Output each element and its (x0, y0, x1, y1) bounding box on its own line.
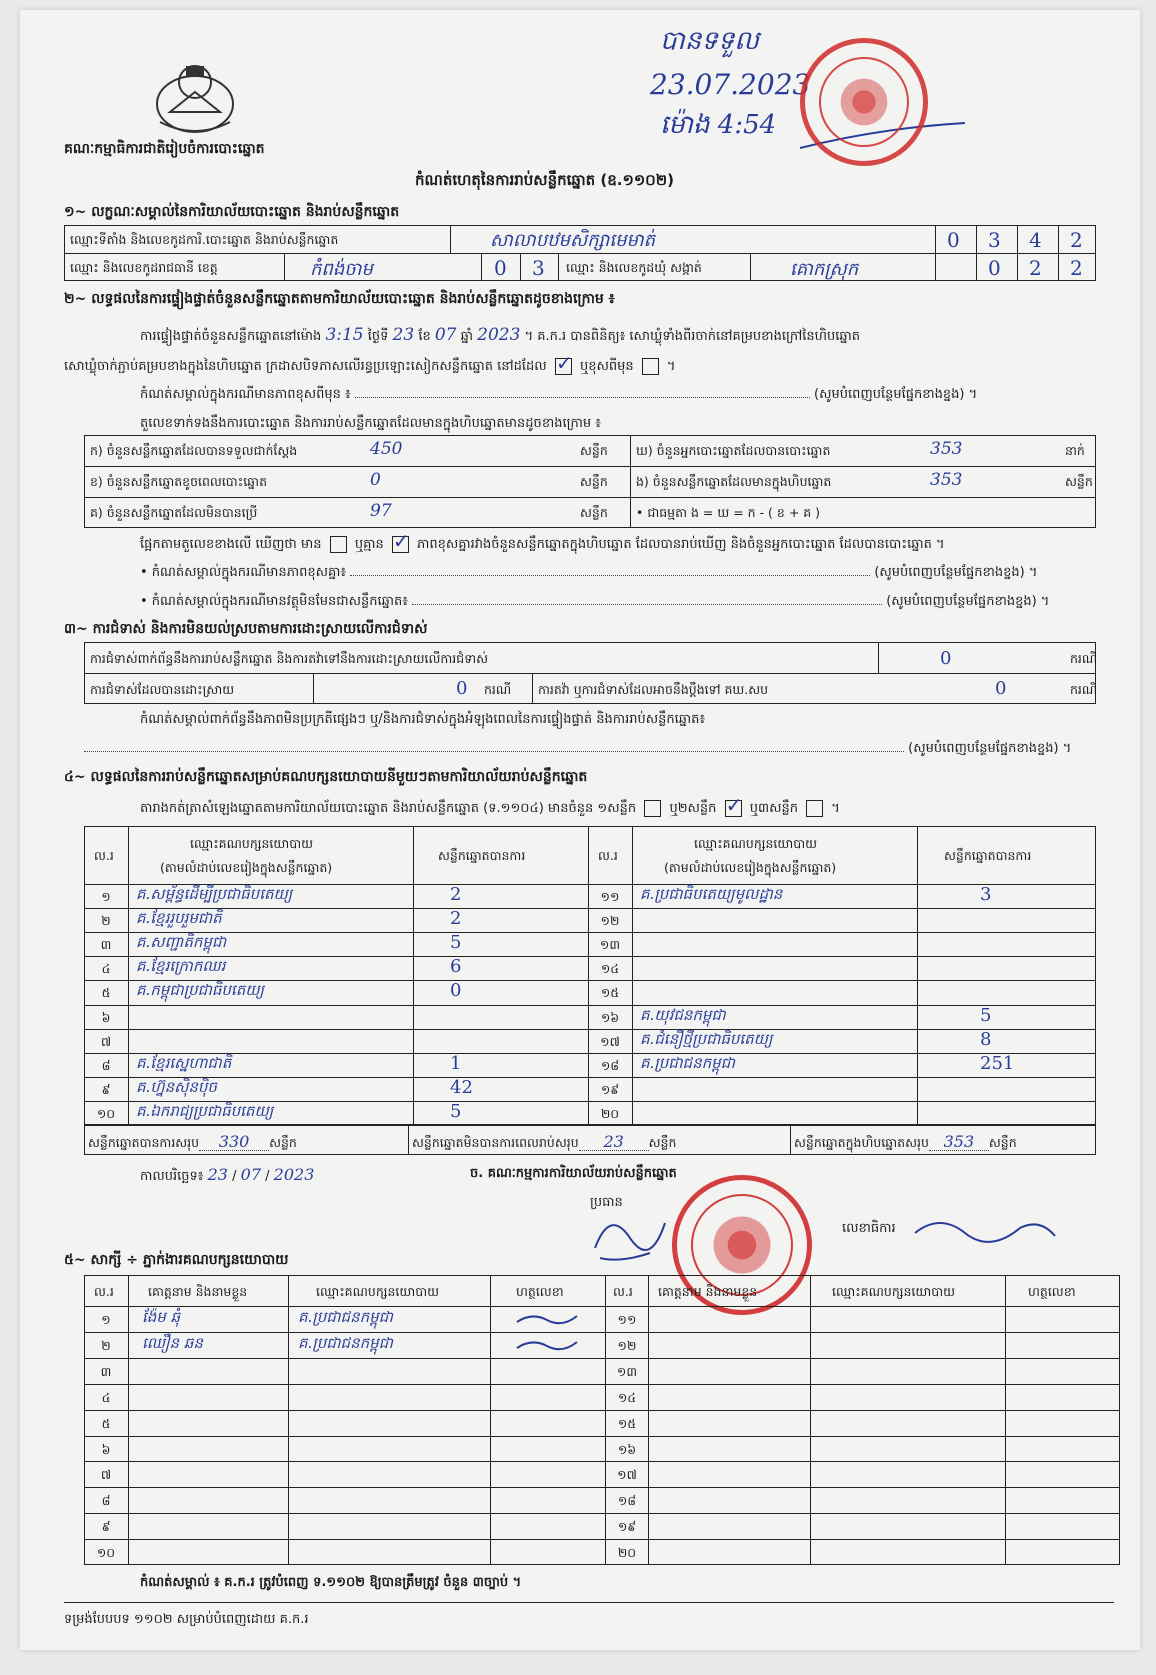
witness-no: ៦ (101, 1441, 111, 1457)
province-value: កំពង់ចាម (310, 259, 373, 280)
date-line: កាលបរិច្ឆេទ៖ 23 / 07 / 2023 (140, 1165, 315, 1184)
figure-label-2: ង) ចំនួនសន្លឹកឆ្នោតដែលមានក្នុងហិបឆ្នោត (636, 474, 832, 489)
result-votes: 5 (450, 1100, 462, 1122)
date-day: 23 (207, 1165, 228, 1184)
figure-unit-2: សន្លឹក (1065, 474, 1093, 489)
result-no: ៤ (101, 961, 111, 977)
form-footer: ទម្រង់បែបបទ ១១០២ សម្រាប់បំពេញដោយ គ.ក.រ (64, 1612, 309, 1627)
figure-label: ខ) ចំនួនសន្លឹកឆ្នោតខូចពេលបោះឆ្នោត (90, 474, 268, 489)
commune-code-2: 2 (1029, 256, 1042, 280)
objection-row1-unit: ករណី (1070, 651, 1098, 666)
no-difference-checkbox[interactable] (392, 536, 409, 553)
different-checkbox[interactable] (642, 358, 659, 375)
result-no-2: ១៦ (600, 1009, 620, 1025)
figure-unit: សន្លឹក (580, 474, 608, 489)
total-invalid: សន្លឹកឆ្នោតមិនបានការពេលរាប់សរុប 23 សន្លឹក (412, 1132, 677, 1151)
witness-no-2: ១៣ (616, 1363, 638, 1379)
results-col-votes: សន្លឹកឆ្នោតបានការ (438, 848, 526, 863)
total-valid-value: 330 (218, 1132, 250, 1151)
date-month: 07 (240, 1165, 261, 1184)
witness-no-2: ១៥ (617, 1415, 637, 1431)
witness-no: ៩ (101, 1519, 111, 1535)
witness-no: ១ (101, 1312, 111, 1327)
figure-label: គ) ចំនួនសន្លឹកឆ្នោតដែលមិនបានប្រើ (90, 505, 258, 520)
location-code-3: 4 (1029, 228, 1042, 252)
result-party-2: គ.ប្រជាធិបតេយ្យមូលដ្ឋាន (640, 885, 783, 903)
result-no-2: ១៧ (600, 1033, 620, 1049)
results-col-party: ឈ្មោះគណបក្សនយោបាយ (190, 836, 314, 851)
org-name: គណៈកម្មាធិការជាតិរៀបចំការបោះឆ្នោត (64, 141, 265, 157)
result-party-2: គ.ប្រជាជនកម្ពុជា (640, 1053, 735, 1072)
witness-no: ១០ (96, 1545, 116, 1561)
commune-label: ឈ្មោះ និងលេខកូដឃុំ សង្កាត់ (566, 260, 702, 275)
objection-row1-value: 0 (940, 648, 952, 669)
figures-intro: តួលេខទាក់ទងនឹងការបោះឆ្នោត និងការរាប់សន្លឹកឆ្នោតដែលមានក្នុងហិបឆ្នោតមានដូចខាងក្រោម ៖ (140, 416, 601, 431)
witness-no: ២ (101, 1337, 111, 1353)
witness-col-party-2: ឈ្មោះគណបក្សនយោបាយ (832, 1284, 956, 1299)
result-no: ៨ (101, 1057, 111, 1073)
has-difference-checkbox[interactable] (330, 536, 347, 553)
witness-no-2: ១១ (617, 1312, 637, 1327)
figure-value: 0 (370, 470, 381, 490)
total-box-value: 353 (943, 1132, 975, 1151)
irregularity-note: កំណត់សម្គាល់ពាក់ព័ន្ធនឹងភាពមិនប្រក្រតីផ្សេងៗ ឬ/និងការជំទាស់ក្នុងអំឡុងពេលនៃការផ្ទៀងផ្ទាត់ និងការរាប់សន្លឹកឆ្នោត៖ (140, 712, 706, 727)
result-votes-2: 3 (980, 884, 992, 905)
result-no: ៧ (100, 1033, 112, 1049)
national-emblem-icon (150, 52, 240, 140)
witness-party: គ.ប្រជាជនកម្ពុជា (298, 1308, 393, 1326)
witness-col-name: គោត្តនាម និងនាមខ្លួន (148, 1284, 248, 1299)
result-votes-2: 8 (980, 1028, 992, 1050)
verify-year: 2023 (477, 325, 521, 345)
witness-col-no: ល.រ (94, 1284, 114, 1299)
sheet-count-line: តារាងកត់ត្រាសំឡេងឆ្នោតតាមការិយាល័យបោះឆ្នោត និងរាប់សន្លឹកឆ្នោត (ទ.១១០៤) មានចំនួន ១សន្លឹក ឬ២សន្លឹក ✓ ឬ៣សន្លឹក ។ (140, 800, 840, 817)
witness-name: ង៉ែម ឆុំ (142, 1308, 181, 1326)
witness-no-2: ១៦ (617, 1441, 637, 1457)
section5-heading: ៥~ សាក្សី ÷ ភ្នាក់ងារគណបក្សនយោបាយ (64, 1252, 289, 1268)
result-votes: 42 (450, 1076, 473, 1098)
two-sheets-checkbox[interactable] (725, 800, 742, 817)
section3-heading: ៣~ ការជំទាស់ និងការមិនយល់ស្របតាមការដោះស្រាយលើការជំទាស់ (64, 621, 428, 637)
result-votes-2: 251 (980, 1052, 1015, 1074)
received-time: ម៉ោង 4:54 (660, 110, 777, 140)
final-note: កំណត់សម្គាល់ ៖ គ.ក.រ ត្រូវបំពេញ ទ.១១០២ ឱ្យបានត្រឹមត្រូវ ចំនួន ៣ច្បាប់ ។ (140, 1575, 522, 1590)
note-line-1: កំណត់សម្គាល់ក្នុងករណីមានភាពខុសពីមុន ៖ (សូមបំពេញបន្ថែមផ្នែកខាងខ្នង) ។ (140, 387, 978, 402)
verify-line-2: សោឃ្លុំចាក់ភ្ជាប់គម្របខាងក្នុងនៃហិបឆ្នោត ក្រដាសបិទភាសលើរន្ធប្រឡោះសៀកសន្លឹកឆ្នោត នៅដដែល ✓ ឬខុសពីមុន ។ (64, 358, 675, 375)
location-code-2: 3 (988, 228, 1001, 252)
result-no-2: ១២ (600, 913, 620, 929)
section4-heading: ៤~ លទ្ធផលនៃការរាប់សន្លឹកឆ្នោតសម្រាប់គណបក្សនយោបាយនីមួយៗតាមការិយាល័យរាប់សន្លឹកឆ្នោត (64, 769, 588, 785)
chair-label: ប្រធាន (590, 1195, 623, 1210)
witness-col-sig: ហត្ថលេខា (516, 1284, 564, 1299)
chair-signature (590, 1208, 670, 1268)
appeal-unit: ករណី (1070, 682, 1098, 697)
section1-heading: ១~ លក្ខណៈសម្គាល់នៃការិយាល័យបោះឆ្នោត និងរាប់សន្លឹកឆ្នោត (64, 204, 400, 220)
province-code-1: 0 (494, 256, 507, 280)
figure-label: ក) ចំនួនសន្លឹកឆ្នោតដែលបានទទួលជាក់ស្តែង (90, 443, 298, 458)
verify-month: 07 (434, 325, 457, 345)
results-col-party-sub-2: (តាមលំដាប់លេខរៀងក្នុងសន្លឹកឆ្នោត) (664, 860, 837, 875)
diff-note: • កំណត់សម្គាល់ក្នុងករណីមានភាពខុសគ្នា៖ (សូមបំពេញបន្ថែមផ្នែកខាងខ្នង) ។ (140, 565, 1038, 580)
secretary-label: លេខាធិការ (842, 1221, 896, 1236)
witness-no: ៣ (100, 1363, 112, 1379)
result-no-2: ១៤ (600, 961, 620, 977)
result-no: ១០ (96, 1105, 116, 1121)
appeal-label: ការតវ៉ា ឬការជំទាស់ដែលអាចនឹងប្តឹងទៅ គឃ.សប (538, 682, 769, 697)
location-label: ឈ្មោះទីតាំង និងលេខកូដការិ.បោះឆ្នោត និងរាប់សន្លឹកឆ្នោត (70, 232, 339, 247)
result-no-2: ១១ (600, 889, 620, 904)
result-party-2: គ.ជំនឿថ្មីប្រជាធិបតេយ្យ (640, 1029, 773, 1048)
result-party-2: គ.យុវជនកម្ពុជា (640, 1005, 726, 1024)
result-no-2: ១៥ (600, 985, 620, 1001)
location-code-4: 2 (1070, 228, 1083, 252)
difference-line: ផ្អែកតាមតួលេខខាងលើ ឃើញថា មាន ឬគ្មាន ✓ ភាពខុសគ្នារវាងចំនួនសន្លឹកឆ្នោតក្នុងហិបឆ្នោត ដែលបានរាប់ឃើញ និងចំនួនអ្នកបោះឆ្នោត ដែលបានបោះឆ្នោត ។ (140, 536, 945, 553)
form-page (20, 10, 1140, 1650)
result-votes: 6 (450, 956, 462, 978)
results-col-party-sub: (តាមលំដាប់លេខរៀងក្នុងសន្លឹកឆ្នោត) (160, 860, 333, 875)
result-party: គ.សញ្ជាតិកម្ពុជា (136, 933, 227, 952)
result-no-2: ២០ (600, 1105, 620, 1121)
resolved-label: ការជំទាស់ដែលបានដោះស្រាយ (90, 682, 235, 697)
result-no: ៥ (101, 985, 111, 1001)
province-code-2: 3 (532, 256, 545, 280)
received-note: បានទទួល (660, 26, 760, 56)
figure-value: 450 (370, 439, 403, 459)
witness-no: ៧ (100, 1467, 112, 1483)
figure-label-2: • ជាធម្មតា ង = ឃ = ក - ( ខ + គ ) (636, 505, 821, 520)
result-party: គ.កម្ពុជាប្រជាធិបតេយ្យ (136, 981, 264, 1000)
witness-no: ៥ (101, 1415, 111, 1431)
witness-col-name-2: គោត្តនាម និងនាមខ្លួន (658, 1284, 758, 1299)
section2-heading: ២~ លទ្ធផលនៃការផ្ទៀងផ្ទាត់ចំនួនសន្លឹកឆ្នោតតាមការិយាល័យបោះឆ្នោត និងរាប់សន្លឹកឆ្នោតដូចខាងក្រោម ៖ (64, 291, 615, 307)
appeal-value: 0 (995, 678, 1007, 699)
witness-no: ៤ (101, 1389, 111, 1405)
verify-line-1: ការផ្ទៀងផ្ទាត់ចំនួនសន្លឹកឆ្នោតនៅម៉ោង 3:15 ថ្ងៃទី 23 ខែ 07 ឆ្នាំ 2023 ។ គ.ក.រ បានពិនិត្យ៖ សោឃ្លុំទាំងពីរចាក់នៅគម្របខាងក្រៅនៃហិបឆ្នោត (140, 325, 860, 345)
total-invalid-value: 23 (603, 1132, 624, 1151)
province-label: ឈ្មោះ និងលេខកូដរាជធានី ខេត្ត (70, 260, 218, 275)
object-note: • កំណត់សម្គាល់ក្នុងករណីមានវត្ថុមិនមែនជាសន្លឹកឆ្នោត៖ (សូមបំពេញបន្ថែមផ្នែកខាងខ្នង) ។ (140, 594, 1050, 609)
witness-no-2: ១២ (617, 1337, 637, 1353)
figure-value-2: 353 (930, 470, 963, 490)
witness-name: ឈឿន ឆន (142, 1333, 203, 1352)
verify-time: 3:15 (325, 325, 364, 345)
date-year: 2023 (273, 1165, 315, 1184)
result-votes: 1 (450, 1052, 462, 1074)
results-col-no-2: ល.រ (598, 848, 618, 863)
witness-no-2: ១៧ (617, 1467, 637, 1483)
result-no-2: ១៨ (600, 1057, 620, 1073)
result-no: ៦ (101, 1009, 111, 1025)
result-no: ៣ (100, 937, 112, 953)
results-col-no: ល.រ (94, 848, 114, 863)
result-party: គ.ហ្វ៊ុនស៊ិនប៉ិច (136, 1077, 217, 1096)
commune-value: គោកស្រុក (790, 259, 859, 280)
result-votes: 0 (450, 980, 462, 1002)
result-votes: 2 (450, 908, 462, 930)
results-col-votes-2: សន្លឹកឆ្នោតបានការ (944, 848, 1032, 863)
witness-no-2: ១៨ (617, 1493, 637, 1509)
total-valid: សន្លឹកឆ្នោតបានការសរុប 330 សន្លឹក (88, 1132, 297, 1151)
objection-row1-label: ការជំទាស់ពាក់ព័ន្ធនឹងការរាប់សន្លឹកឆ្នោត និងការតវ៉ាទៅនឹងការដោះស្រាយលើការជំទាស់ (90, 651, 489, 666)
location-value: សាលាបឋមសិក្សាមេមាត់ (490, 230, 656, 251)
result-party: គ.ខ្មែរក្រោកឈរ (136, 957, 226, 976)
secretary-signature (910, 1208, 1060, 1248)
witness-col-no-2: ល.រ (613, 1284, 633, 1299)
witness-signature (512, 1334, 582, 1356)
committee-label: ច. គណៈកម្មការការិយាល័យរាប់សន្លឹកឆ្នោត (470, 1166, 677, 1181)
resolved-value: 0 (456, 678, 468, 699)
figure-value-2: 353 (930, 439, 963, 459)
witness-table (84, 1275, 1120, 1565)
witness-party: គ.ប្រជាជនកម្ពុជា (298, 1333, 393, 1352)
figure-label-2: ឃ) ចំនួនអ្នកបោះឆ្នោតដែលបានបោះឆ្នោត (636, 443, 831, 458)
figure-value: 97 (370, 501, 392, 521)
result-party: គ.ឯករាជ្យប្រជាធិបតេយ្យ (136, 1101, 274, 1120)
one-sheet-checkbox[interactable] (644, 800, 661, 817)
witness-no-2: ២០ (617, 1545, 637, 1561)
result-party: គ.សម្ព័ន្ធដើម្បីប្រជាធិបតេយ្យ (136, 885, 293, 903)
results-col-party-2: ឈ្មោះគណបក្សនយោបាយ (694, 836, 818, 851)
same-checkbox[interactable] (555, 358, 572, 375)
result-votes: 2 (450, 884, 462, 905)
result-party: គ.ខ្មែររួបរួមជាតិ (136, 909, 222, 928)
location-code-1: 0 (947, 228, 960, 252)
witness-col-party: ឈ្មោះគណបក្សនយោបាយ (316, 1284, 440, 1299)
verify-day: 23 (392, 325, 415, 345)
witness-no-2: ១៩ (617, 1519, 637, 1535)
figure-unit: សន្លឹក (580, 443, 608, 458)
commune-code-3: 2 (1070, 256, 1083, 280)
commune-code-1: 0 (988, 256, 1001, 280)
result-no-2: ១៩ (600, 1081, 620, 1097)
total-box: សន្លឹកឆ្នោតក្នុងហិបឆ្នោតសរុប 353 សន្លឹក (794, 1132, 1017, 1151)
result-votes-2: 5 (980, 1004, 992, 1026)
witness-no: ៨ (101, 1493, 111, 1509)
result-no-2: ១៣ (599, 937, 621, 953)
witness-signature (512, 1308, 582, 1330)
irregularity-fill: (សូមបំពេញបន្ថែមផ្នែកខាងខ្នង) ។ (84, 742, 1094, 755)
witness-no-2: ១៤ (617, 1389, 637, 1405)
result-no: ២ (101, 913, 111, 929)
result-no: ១ (101, 889, 111, 904)
form-title: កំណត់ហេតុនៃការរាប់សន្លឹកឆ្នោត (ឧ.១១០២) (415, 171, 675, 189)
figure-unit: សន្លឹក (580, 505, 608, 520)
witness-col-sig-2: ហត្ថលេខា (1028, 1284, 1076, 1299)
result-votes: 5 (450, 932, 462, 954)
result-no: ៩ (101, 1081, 111, 1097)
result-party: គ.ខ្មែរស្នេហាជាតិ (136, 1053, 232, 1072)
resolved-unit: ករណី (484, 682, 512, 697)
three-sheets-checkbox[interactable] (806, 800, 823, 817)
received-date: 23.07.2023 (650, 68, 811, 101)
figure-unit-2: នាក់ (1065, 443, 1085, 458)
